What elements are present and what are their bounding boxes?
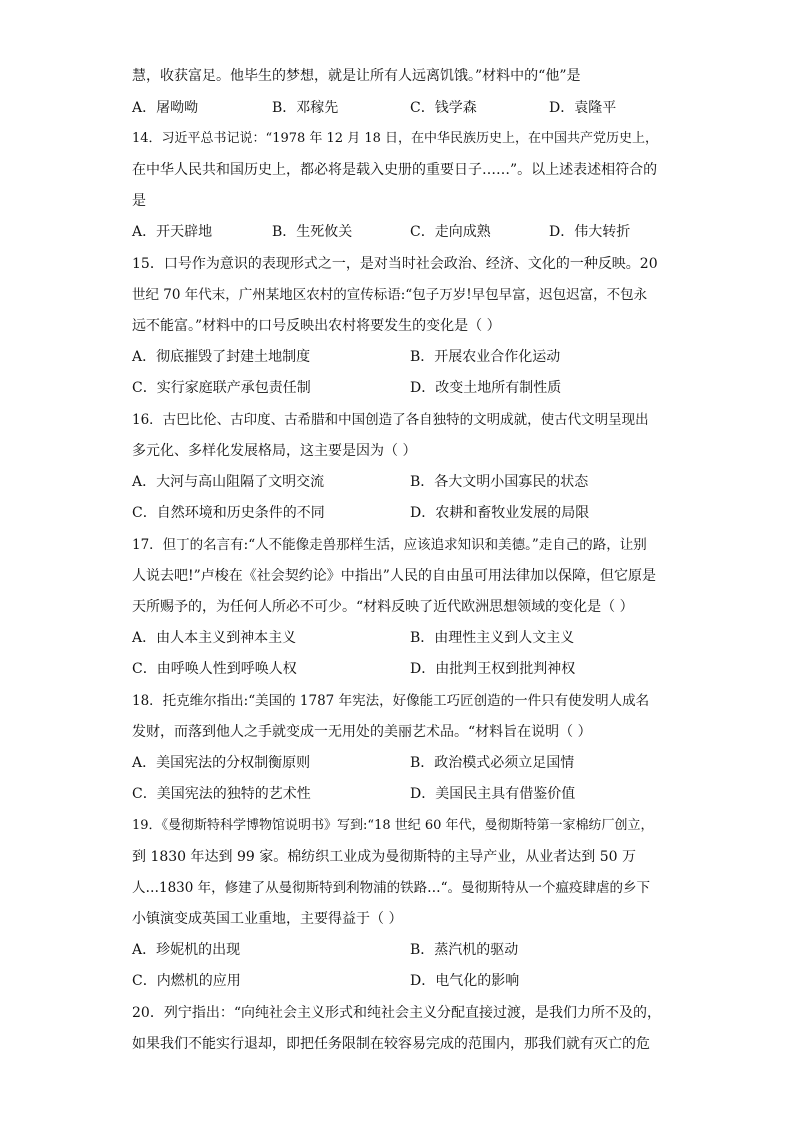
q19-option-d: D．电气化的影响 [410,973,520,989]
q14-text-line: 在中华人民共和国历史上，都必将是载入史册的重要日子……”。以上述表述相符合的 [132,162,658,178]
q15-option-d: D．改变土地所有制性质 [410,380,562,396]
q14-option-b: B．生死攸关 [272,224,353,240]
q16-option-c: C．自然环境和历史条件的不同 [132,505,325,521]
q16-option-a: A．大河与高山阻隔了文明交流 [132,474,325,490]
q13-option-d: D．袁隆平 [549,100,617,116]
q19-option-c: C．内燃机的应用 [132,973,241,989]
q16-option-d: D．农耕和畜牧业发展的局限 [410,505,590,521]
q19-option-b: B．蒸汽机的驱动 [410,942,519,958]
q20-text-line: 如果我们不能实行退却，即把任务限制在较容易完成的范围内，那我们就有灭亡的危 [132,1036,650,1052]
q14-option-d: D．伟大转折 [549,224,631,240]
q18-text-line: 18．托克维尔指出:“美国的 1787 年宪法，好像能工巧匠创造的一件只有使发明人成名 [132,693,650,709]
q13-text-line: 慧，收获富足。他毕生的梦想，就是让所有人远离饥饿。”材料中的“他”是 [132,68,581,84]
q13-option-b: B．邓稼先 [272,100,339,116]
q15-text-line: 15．口号作为意识的表现形式之一，是对当时社会政治、经济、文化的一种反映。20 [132,256,658,272]
q18-text-line: 发财，而落到他人之手就变成一无用处的美丽艺术品。“材料旨在说明（ ） [132,724,592,740]
q17-option-d: D．由批判王权到批判神权 [410,661,576,677]
q17-text-line: 人说去吧!”卢梭在《社会契约论》中指出”人民的自由虽可用法律加以保障，但它原是 [132,568,656,584]
q16-text-line: 16．古巴比伦、古印度、古希腊和中国创造了各自独特的文明成就，使古代文明呈现出 [132,412,649,428]
q15-option-c: C．实行家庭联产承包责任制 [132,380,311,396]
q17-text-line: 17．但丁的名言有:“人不能像走兽那样生活，应该追求知识和美德。”走自己的路，让别 [132,537,647,553]
q16-text-line: 多元化、多样化发展格局，这主要是因为（ ） [132,443,417,459]
q15-option-a: A．彻底摧毁了封建土地制度 [132,349,311,365]
q16-option-b: B．各大文明小国寡民的状态 [410,474,589,490]
q18-option-b: B．政治模式必须立足国情 [410,755,575,771]
q17-option-a: A．由人本主义到神本主义 [132,630,297,646]
q15-option-b: B．开展农业合作化运动 [410,349,561,365]
q18-option-a: A．美国宪法的分权制衡原则 [132,755,311,771]
q15-text-line: 世纪 70 年代末，广州某地区农村的宣传标语:“包子万岁!早包早富，迟包迟富，不包永 [132,287,648,303]
q17-text-line: 天所赐予的，为任何人所必不可少。“材料反映了近代欧洲思想领域的变化是（ ） [132,599,634,615]
q18-option-d: D．美国民主具有借鉴价值 [410,786,576,802]
q19-text-line: 到 1830 年达到 99 家。棉纺织工业成为曼彻斯特的主导产业，从业者达到 50 万 [132,849,636,865]
q15-text-line: 远不能富。”材料中的口号反映出农村将要发生的变化是（ ） [132,318,501,334]
q14-option-c: C．走向成熟 [410,224,491,240]
q19-text-line: 人…1830 年，修建了从曼彻斯特到利物浦的铁路…“。曼彻斯特从一个瘟疫肆虐的乡下 [132,880,651,896]
q17-option-b: B．由理性主义到人文主义 [410,630,575,646]
q13-option-c: C．钱学森 [410,100,477,116]
q14-text-line: 是 [132,193,146,209]
q19-option-a: A．珍妮机的出现 [132,942,241,958]
q18-option-c: C．美国宪法的独特的艺术性 [132,786,311,802]
q19-text-line: 小镇演变成英国工业重地，主要得益于（ ） [132,911,403,927]
q19-text-line: 19．《曼彻斯特科学博物馆说明书》写到:“18 世纪 60 年代，曼彻斯特第一家棉纺厂创立， [132,818,654,833]
q14-option-a: A．开天辟地 [132,224,213,240]
q13-option-a: A．屠呦呦 [132,100,199,116]
q20-text-line: 20．列宁指出：“向纯社会主义形式和纯社会主义分配直接过渡，是我们力所不及的， [132,1005,661,1021]
q14-text-line: 14．习近平总书记说：“1978 年 12 月 18 日，在中华民族历史上，在中国共产党历史上， [132,131,659,146]
q17-option-c: C．由呼唤人性到呼唤人权 [132,661,297,677]
